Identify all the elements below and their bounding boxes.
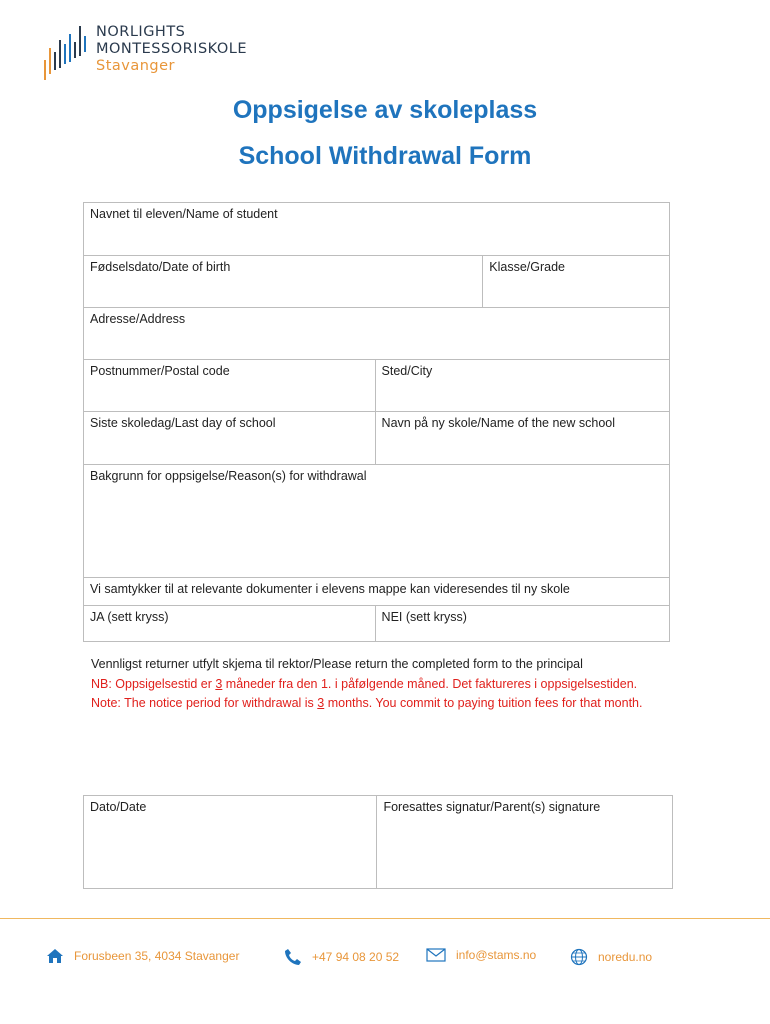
logo-text: [96, 24, 247, 75]
date-field[interactable]: [84, 796, 377, 889]
signature-field[interactable]: [377, 796, 673, 889]
envelope-icon: [426, 948, 446, 962]
notes-block: [91, 655, 681, 714]
consent-yes-box[interactable]: [84, 606, 376, 642]
school-logo: [42, 22, 248, 86]
consent-no-box[interactable]: [375, 606, 669, 642]
page-title-norwegian: Oppsigelse av skoleplass: [232, 96, 538, 124]
signature-table: [83, 795, 673, 889]
student-name-label: Navnet til eleven/Name of student: [90, 207, 278, 221]
phone-icon: [284, 948, 302, 966]
postal-code-field[interactable]: [84, 360, 376, 412]
footer-divider: [0, 918, 770, 919]
student-name-field[interactable]: [84, 203, 670, 256]
address-label: Adresse/Address: [90, 312, 186, 326]
address-field[interactable]: [84, 308, 670, 360]
city-label: Sted/City: [381, 364, 433, 378]
new-school-label: Navn på ny skole/Name of the new school: [381, 416, 616, 430]
consent-yes-label: JA (sett kryss): [90, 610, 169, 624]
consent-no-label: NEI (sett kryss): [381, 610, 467, 624]
footer: [0, 948, 770, 972]
city-field[interactable]: [375, 360, 669, 412]
logo-line-1: NORLIGHTS: [96, 24, 186, 40]
logo-line-3: Stavanger: [96, 58, 176, 74]
date-label: Dato/Date: [90, 800, 147, 814]
reason-field[interactable]: [84, 465, 670, 578]
consent-row: [84, 578, 670, 606]
home-icon: [46, 948, 64, 964]
last-day-label: Siste skoledag/Last day of school: [90, 416, 276, 430]
logo-bars-icon: [42, 22, 92, 84]
footer-email[interactable]: info@stams.no: [426, 948, 536, 962]
footer-website[interactable]: noredu.no: [570, 948, 652, 966]
date-of-birth-field[interactable]: [84, 256, 483, 308]
footer-phone[interactable]: +47 94 08 20 52: [284, 948, 399, 966]
return-instruction: Vennligst returner utfylt skjema til rektor/Please return the completed form to the principal: [91, 657, 583, 671]
page-title-english: School Withdrawal Form: [238, 142, 532, 170]
grade-label: Klasse/Grade: [489, 260, 565, 274]
notice-period-no: NB: Oppsigelsestid er 3 måneder fra den 1. i påfølgende måned. Det faktureres i oppsigelsestiden.: [91, 676, 638, 691]
grade-field[interactable]: [483, 256, 670, 308]
postal-code-label: Postnummer/Postal code: [90, 364, 230, 378]
date-of-birth-label: Fødselsdato/Date of birth: [90, 260, 231, 274]
withdrawal-form-table: [83, 202, 670, 642]
reason-label: Bakgrunn for oppsigelse/Reason(s) for withdrawal: [90, 469, 367, 483]
notice-period-en: Note: The notice period for withdrawal is 3 months. You commit to paying tuition fees for that month.: [91, 696, 643, 710]
footer-address: Forusbeen 35, 4034 Stavanger: [46, 948, 239, 964]
last-day-field[interactable]: [84, 412, 376, 465]
globe-icon: [570, 948, 588, 966]
consent-label: Vi samtykker til at relevante dokumenter i elevens mappe kan videresendes til ny skole: [90, 582, 570, 596]
signature-label: Foresattes signatur/Parent(s) signature: [383, 800, 601, 814]
logo-line-2: MONTESSORISKOLE: [96, 41, 248, 57]
new-school-field[interactable]: [375, 412, 669, 465]
